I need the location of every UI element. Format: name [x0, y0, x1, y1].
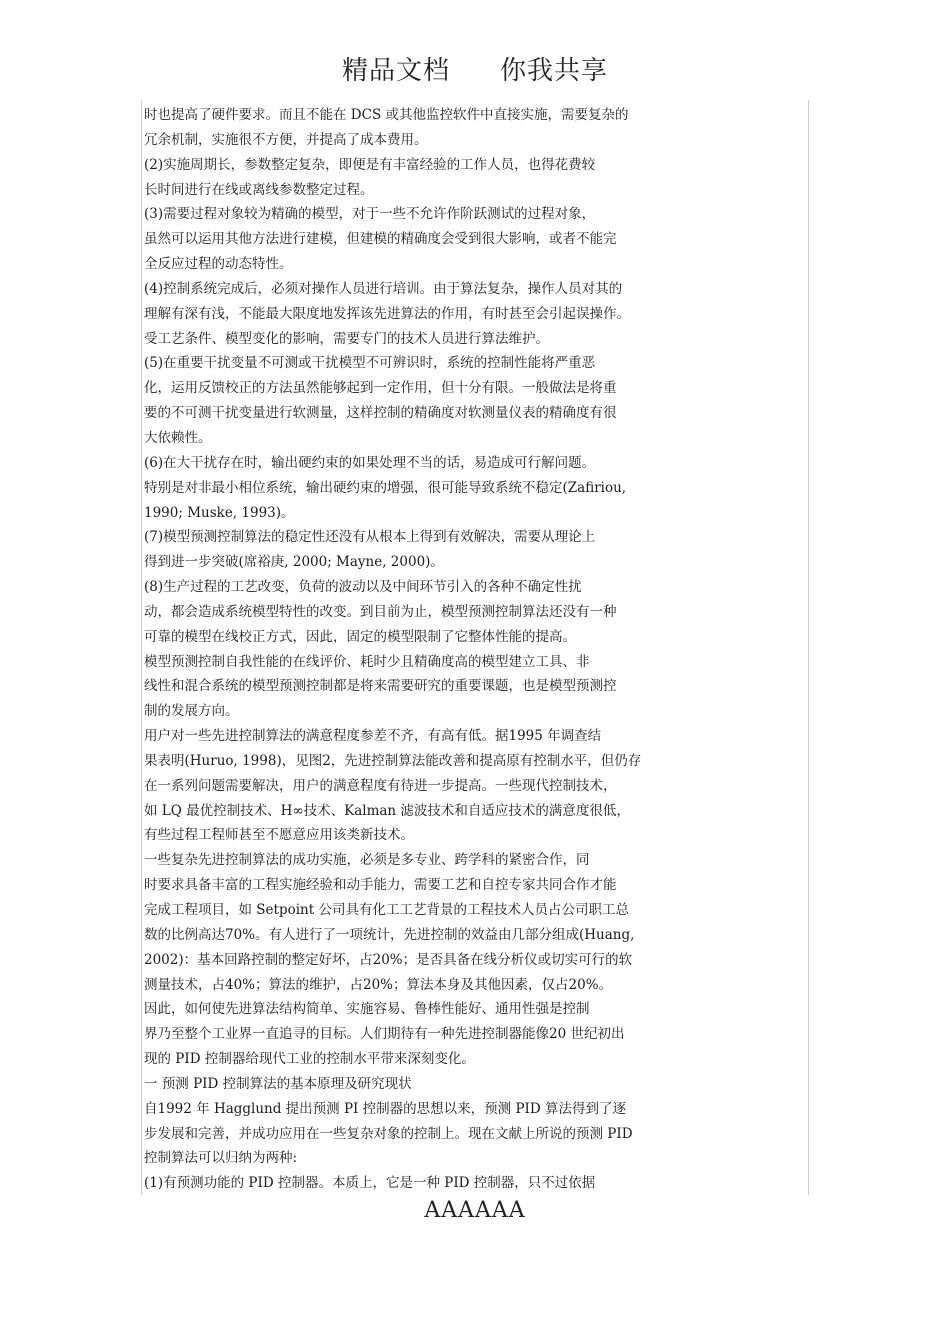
text-line: 步发展和完善，并成功应用在一些复杂对象的控制上。现在文献上所说的预测 PID — [144, 1125, 633, 1142]
text-line: 一些复杂先进控制算法的成功实施，必须是多专业、跨学科的紧密合作，同 — [144, 852, 590, 869]
page-footer: AAAAAA — [424, 1198, 526, 1223]
text-line: 模型预测控制自我性能的在线评价、耗时少且精确度高的模型建立工具、非 — [144, 653, 590, 670]
text-line: 要的不可测干扰变量进行软测量，这样控制的精确度对软测量仪表的精确度有很 — [144, 405, 617, 422]
text-line: 自1992 年 Hagglund 提出预测 PI 控制器的思想以来，预测 PID 算法得到了逐 — [144, 1100, 627, 1117]
text-line: 理解有深有浅，不能最大限度地发挥该先进算法的作用，有时甚至会引起误操作。 — [144, 305, 630, 322]
page-header — [0, 50, 950, 87]
text-line: 动，都会造成系统模型特性的改变。到目前为止，模型预测控制算法还没有一种 — [144, 603, 617, 620]
text-line: 化，运用反馈校正的方法虽然能够起到一定作用，但十分有限。一般做法是将重 — [144, 380, 617, 397]
text-line: (7)模型预测控制算法的稳定性还没有从根本上得到有效解决，需要从理论上 — [144, 529, 596, 546]
right-border-line — [808, 100, 809, 1195]
text-line: 一 预测 PID 控制算法的基本原理及研究现状 — [144, 1075, 412, 1092]
text-line: 数的比例高达70%。有人进行了一项统计，先进控制的效益由几部分组成(Huang, — [144, 926, 635, 943]
text-line: 线性和混合系统的模型预测控制都是将来需要研究的重要课题，也是模型预测控 — [144, 678, 617, 695]
header-right-text: 你我共享 — [500, 56, 609, 86]
text-line: (4)控制系统完成后，必须对操作人员进行培训。由于算法复杂，操作人员对其的 — [144, 280, 623, 297]
text-line: 受工艺条件、模型变化的影响，需要专门的技术人员进行算法维护。 — [144, 330, 549, 347]
text-line: 长时间进行在线或离线参数整定过程。 — [144, 181, 374, 198]
text-line: (3)需要过程对象较为精确的模型，对于一些不允许作阶跃测试的过程对象， — [144, 206, 596, 223]
document-body — [144, 103, 674, 1196]
text-line: 果表明(Huruo, 1998)，见图2，先进控制算法能改善和提高原有控制水平，但仍存 — [144, 752, 642, 769]
text-line: 如 LQ 最优控制技术、H∞技术、Kalman 滤波技术和自适应技术的满意度很低， — [144, 802, 630, 819]
text-line: (5)在重要干扰变量不可测或干扰模型不可辨识时，系统的控制性能将严重恶 — [144, 355, 596, 372]
text-line: 时要求具备丰富的工程实施经验和动手能力，需要工艺和自控专家共同合作才能 — [144, 877, 617, 894]
text-line: 大依赖性。 — [144, 429, 212, 446]
text-line: 界乃至整个工业界一直追寻的目标。人们期待有一种先进控制器能像20 世纪初出 — [144, 1026, 625, 1043]
text-line: 特别是对非最小相位系统，输出硬约束的增强，很可能导致系统不稳定(Zafiriou, — [144, 479, 627, 496]
text-line: 虽然可以运用其他方法进行建模，但建模的精确度会受到很大影响，或者不能完 — [144, 231, 617, 248]
text-line: 2002)：基本回路控制的整定好坏，占20%；是否具备在线分析仪或切实可行的软 — [144, 951, 633, 968]
text-line: (1)有预测功能的 PID 控制器。本质上，它是一种 PID 控制器，只不过依据 — [144, 1175, 596, 1192]
text-line: 用户对一些先进控制算法的满意程度参差不齐，有高有低。据1995 年调查结 — [144, 728, 602, 745]
left-border-line — [141, 100, 142, 1195]
text-line: 有些过程工程师甚至不愿意应用该类新技术。 — [144, 827, 414, 844]
text-line: (2)实施周期长，参数整定复杂，即便是有丰富经验的工作人员，也得花费较 — [144, 156, 596, 173]
text-line: 因此，如何使先进算法结构简单、实施容易、鲁棒性能好、通用性强是控制 — [144, 1001, 590, 1018]
text-line: (6)在大干扰存在时，输出硬约束的如果处理不当的话，易造成可行解问题。 — [144, 454, 596, 471]
text-line: 可靠的模型在线校正方式，因此，固定的模型限制了它整体性能的提高。 — [144, 628, 576, 645]
text-line: 时也提高了硬件要求。而且不能在 DCS 或其他监控软件中直接实施，需要复杂的 — [144, 107, 629, 123]
text-line: 1990; Muske, 1993)。 — [144, 504, 295, 521]
text-line: 制的发展方向。 — [144, 703, 239, 720]
text-line: 完成工程项目，如 Setpoint 公司具有化工工艺背景的工程技术人员占公司职工总 — [144, 902, 629, 918]
text-line: 现的 PID 控制器给现代工业的控制水平带来深刻变化。 — [144, 1051, 475, 1068]
text-line: 控制算法可以归纳为两种: — [144, 1150, 298, 1167]
text-line: 在一系列问题需要解决，用户的满意程度有待进一步提高。一些现代控制技术， — [144, 777, 617, 794]
text-line: 冗余机制，实施很不方便，并提高了成本费用。 — [144, 131, 428, 148]
text-line: 测量技术，占40%；算法的维护，占20%；算法本身及其他因素，仅占20%。 — [144, 976, 613, 993]
text-line: 得到进一步突破(席裕庚, 2000; Mayne, 2000)。 — [144, 554, 444, 571]
text-line: 全反应过程的动态特性。 — [144, 256, 293, 273]
text-line: (8)生产过程的工艺改变，负荷的波动以及中间环节引入的各种不确定性扰 — [144, 579, 582, 596]
header-left-text: 精品文档 — [341, 56, 450, 86]
